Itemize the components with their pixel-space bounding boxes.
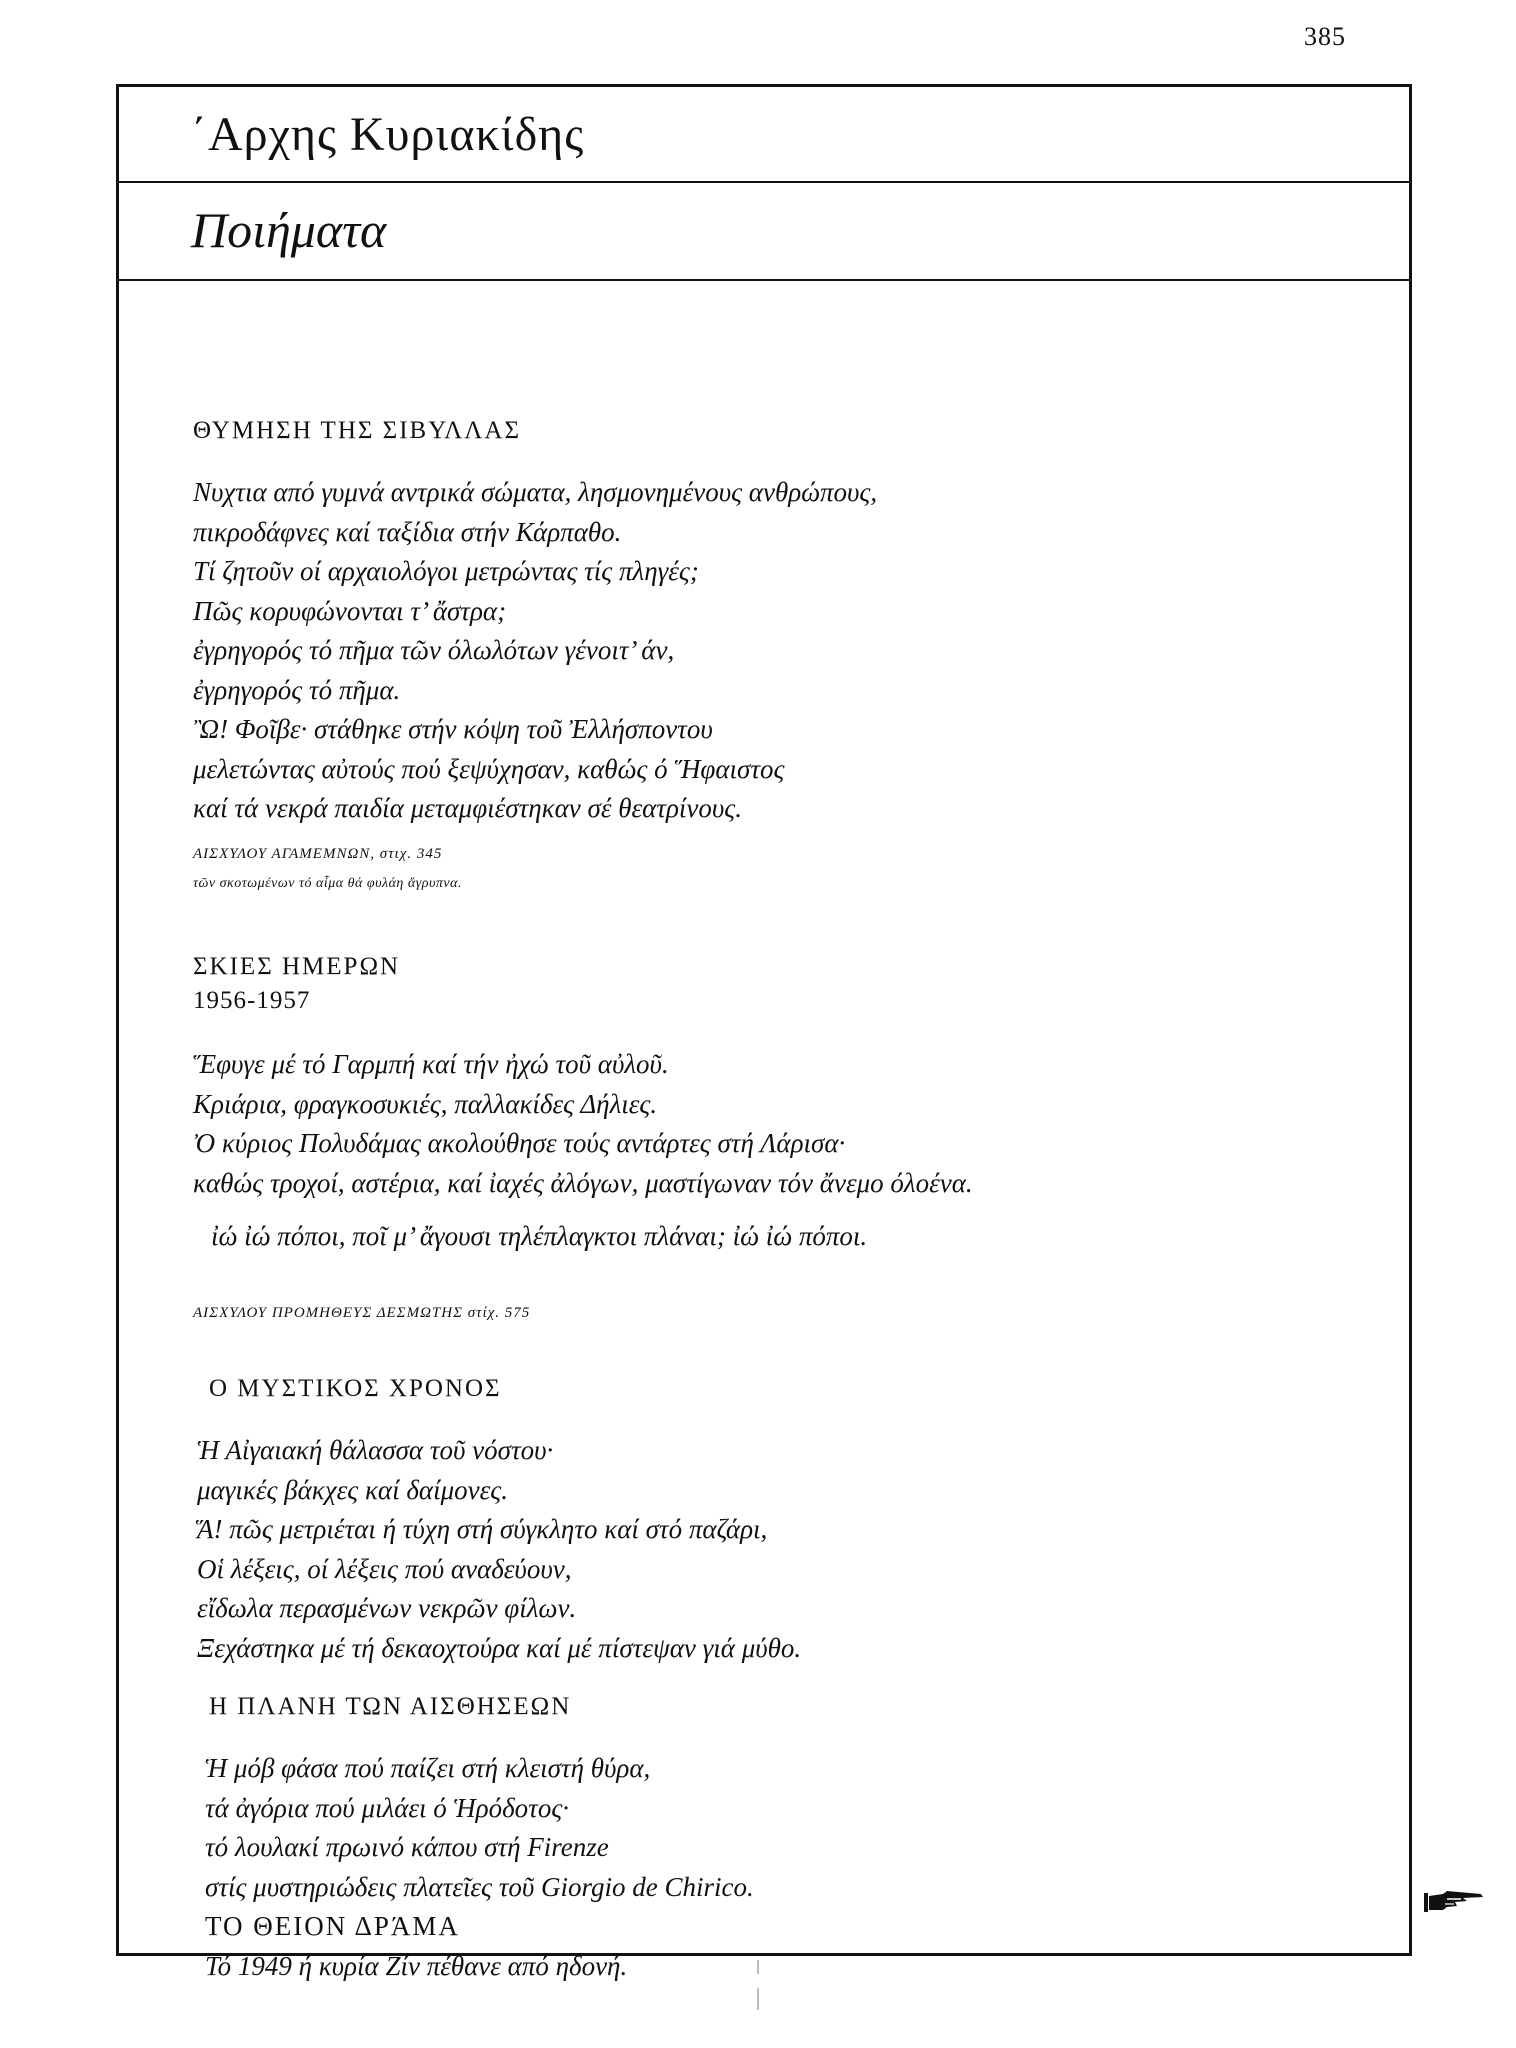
verse-line: καθώς τροχοί, αστέρια, καί ἰαχές ἀλόγων, μαστίγωναν τόν ἄνεμο όλοένα.: [193, 1167, 973, 1198]
author-name: ΄Αρχης Κυριακίδης: [191, 108, 585, 161]
epigraph-line-1: τῶν σκοτωμένων τό αἷμα θά φυλάη ἄγρυπνα.: [193, 876, 462, 891]
poem-title-1: ΘΥΜΗΣΗ ΤΗΣ ΣΙΒΥΛΛΑΣ: [193, 417, 522, 444]
poem-date-2: 1956-1957: [193, 987, 311, 1014]
collection-header: [119, 183, 1409, 281]
poem-1-verse: [193, 473, 877, 829]
verse-line: Νυχτια από γυμνά αντρικά σώματα, λησμονημένους ανθρώπους,: [193, 477, 878, 507]
author-header: [119, 87, 1409, 183]
collection-title: Ποιήματα: [191, 202, 387, 258]
pointing-hand-icon: [1423, 1888, 1485, 1914]
verse-line: Ἡ Αἰγαιακή θάλασσα τοῦ νόστου·: [197, 1435, 554, 1465]
verse-line: μαγικές βάκχες καί δαίμονες.: [197, 1474, 508, 1505]
verse-line: Ἅ! πῶς μετριέται ή τύχη στή σύγκλητο καί στό παζάρι,: [197, 1514, 768, 1544]
verse-line: Ὢ! Φοῖβε· στάθηκε στήν κόψη τοῦ Ἐλλήσποντου: [193, 714, 713, 744]
verse-line: μελετώντας αὐτούς πού ξεψύχησαν, καθώς ό Ἥφαιστος: [193, 753, 785, 784]
poem-4-verse: [205, 1749, 754, 1986]
poem-title-2: ΣΚΙΕΣ ΗΜΕΡΩΝ: [193, 953, 401, 980]
poem-2-refrain: ἰώ ἰώ πόποι, ποῖ μ’ ἄγουσι τηλέπλαγκτοι πλάναι; ἰώ ἰώ πόποι.: [211, 1221, 868, 1251]
poem-frame: [116, 84, 1412, 1981]
epigraph-source-1: ΑΙΣΧΥΛΟΥ ΑΓΑΜΕΜΝΩΝ, στιχ. 345: [193, 846, 443, 862]
page-number: 385: [1304, 22, 1346, 51]
verse-line: Οἱ λέξεις, οί λέξεις πού αναδεύουν,: [197, 1553, 572, 1584]
poem-2-verse: [193, 1045, 973, 1203]
verse-line: Ὀ κύριος Πολυδάμας ακολούθησε τούς αντάρτες στή Λάρισα·: [193, 1128, 846, 1158]
verse-line: Τό 1949 ή κυρία Ζίν πέθανε από ηδονή.: [205, 1950, 628, 1981]
verse-line: καί τά νεκρά παιδία μεταμφιέστηκαν σέ θεατρίνους.: [193, 793, 742, 823]
margin-mark: [757, 1988, 759, 2010]
verse-line: τό λουλακί πρωινό κάπου στή Firenze: [205, 1832, 609, 1862]
verse-line: ἐγρηγορός τό πῆμα τῶν όλωλότων γένοιτ’ άν,: [193, 635, 675, 665]
verse-line: Τί ζητοῦν οί αρχαιολόγοι μετρώντας τίς πληγές;: [193, 556, 699, 586]
verse-line: ἐγρηγορός τό πῆμα.: [193, 674, 401, 705]
verse-line: Ξεχάστηκα μέ τή δεκαοχτούρα καί μέ πίστεψαν γιά μύθο.: [197, 1632, 802, 1663]
verse-line: ΤΟ ΘΕΙΟΝ ΔΡΆΜΑ: [205, 1911, 460, 1941]
verse-line: Κριάρια, φραγκοσυκιές, παλλακίδες Δήλιες.: [193, 1088, 658, 1119]
verse-line: Ἡ μόβ φάσα πού παίζει στή κλειστή θύρα,: [205, 1753, 651, 1783]
poem-3-verse: [197, 1431, 801, 1668]
verse-line: στίς μυστηριώδεις πλατεῖες τοῦ Giorgio de Chirico.: [205, 1871, 754, 1902]
verse-line: Ἕφυγε μέ τό Γαρμπή καί τήν ἠχώ τοῦ αὐλοῦ.: [193, 1049, 669, 1079]
margin-mark: [757, 1960, 759, 1974]
verse-line: τά ἀγόρια πού μιλάει ό Ἡρόδοτος·: [205, 1792, 570, 1823]
verse-line: εἴδωλα περασμένων νεκρῶν φίλων.: [197, 1593, 577, 1623]
epigraph-source-2: ΑΙΣΧΥΛΟΥ ΠΡΟΜΗΘΕΥΣ ΔΕΣΜΩΤΗΣ στίχ. 575: [193, 1305, 531, 1321]
verse-line: πικροδάφνες καί ταξίδια στήν Κάρπαθο.: [193, 516, 622, 547]
poem-title-4: Η ΠΛΑΝΗ ΤΩΝ ΑΙΣΘΗΣΕΩΝ: [209, 1693, 572, 1720]
poem-title-3: Ο ΜΥΣΤΙΚΟΣ ΧΡΟΝΟΣ: [209, 1375, 502, 1402]
verse-line: Πῶς κορυφώνονται τ’ ἄστρα;: [193, 595, 507, 626]
